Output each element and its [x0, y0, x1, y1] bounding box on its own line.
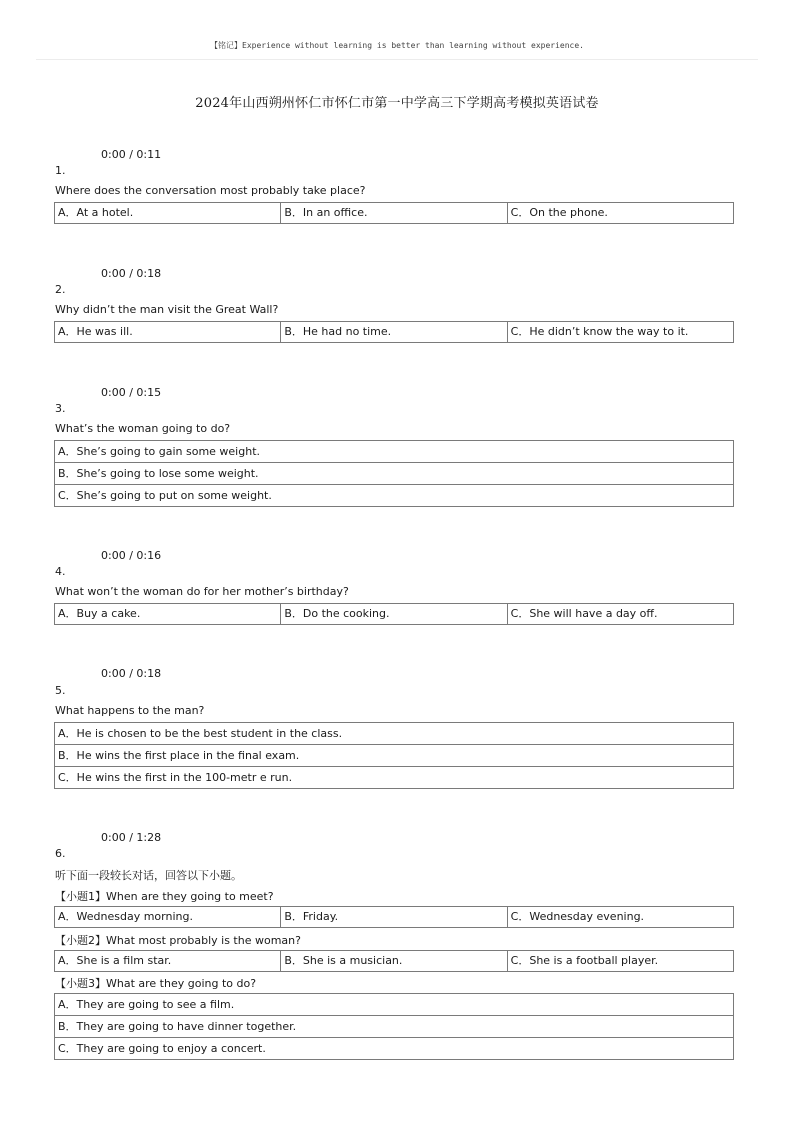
option-a[interactable]: A．He is chosen to be the best student in the class. — [58, 727, 343, 740]
question-number-3: 3. — [55, 402, 66, 415]
question-number-6: 6. — [55, 847, 66, 860]
question-text-3: What’s the woman going to do? — [55, 422, 231, 435]
option-c[interactable]: C．She is a football player. — [507, 951, 733, 971]
question-number-1: 1. — [55, 164, 66, 177]
options-q3 — [54, 440, 734, 507]
options-q2 — [54, 321, 734, 343]
option-b[interactable]: B．He had no time. — [280, 322, 506, 342]
question-text-4: What won’t the woman do for her mother’s birthday? — [55, 585, 349, 598]
option-c[interactable]: C．They are going to enjoy a concert. — [55, 1037, 733, 1059]
option-b[interactable]: B．He wins the first place in the final exam. — [55, 744, 733, 766]
audio-time-q6[interactable]: 0:00 / 1:28 — [101, 831, 162, 844]
option-b[interactable]: B．She’s going to lose some weight. — [55, 462, 733, 484]
option-c[interactable]: C．On the phone. — [507, 203, 733, 223]
options-q1 — [54, 202, 734, 224]
option-c[interactable]: C．Wednesday evening. — [507, 907, 733, 927]
question-number-5: 5. — [55, 684, 66, 697]
option-b[interactable]: B．She is a musician. — [280, 951, 506, 971]
question-text-2: Why didn’t the man visit the Great Wall? — [55, 303, 279, 316]
page-header-motto: 【铭记】Experience without learning is better than learning without experience. — [210, 41, 584, 50]
page-title: 2024年山西朔州怀仁市怀仁市第一中学高三下学期高考模拟英语试卷 — [195, 96, 599, 111]
audio-time-q2[interactable]: 0:00 / 0:18 — [101, 267, 162, 280]
sub-question-text-3: 【小题3】What are they going to do? — [55, 977, 257, 990]
audio-time-q4[interactable]: 0:00 / 0:16 — [101, 549, 162, 562]
audio-time-q3[interactable]: 0:00 / 0:15 — [101, 386, 162, 399]
option-c[interactable]: C．She’s going to put on some weight. — [55, 484, 733, 506]
option-a[interactable]: A．She’s going to gain some weight. — [58, 445, 261, 458]
option-c[interactable]: C．She will have a day off. — [507, 604, 733, 624]
option-a[interactable]: A．They are going to see a film. — [58, 998, 235, 1011]
option-b[interactable]: B．In an office. — [280, 203, 506, 223]
options-q5 — [54, 722, 734, 789]
question-number-4: 4. — [55, 565, 66, 578]
option-a[interactable]: A．He was ill. — [58, 325, 133, 338]
option-a[interactable]: A．She is a film star. — [58, 954, 172, 967]
option-a[interactable]: A．Wednesday morning. — [58, 910, 193, 923]
sub-question-text-1: 【小题1】When are they going to meet? — [55, 890, 274, 903]
option-b[interactable]: B．They are going to have dinner together. — [55, 1015, 733, 1037]
option-b[interactable]: B．Do the cooking. — [280, 604, 506, 624]
options-q6-sub1 — [54, 906, 734, 928]
options-q6-sub3 — [54, 993, 734, 1060]
option-c[interactable]: C．He didn’t know the way to it. — [507, 322, 733, 342]
question-text-1: Where does the conversation most probably take place? — [55, 184, 366, 197]
audio-time-q1[interactable]: 0:00 / 0:11 — [101, 148, 162, 161]
header-divider — [36, 59, 758, 60]
option-b[interactable]: B．Friday. — [280, 907, 506, 927]
options-q4 — [54, 603, 734, 625]
option-a[interactable]: A．At a hotel. — [58, 206, 134, 219]
question-number-2: 2. — [55, 283, 66, 296]
option-c[interactable]: C．He wins the first in the 100-metr e run. — [55, 766, 733, 788]
options-q6-sub2 — [54, 950, 734, 972]
audio-time-q5[interactable]: 0:00 / 0:18 — [101, 667, 162, 680]
sub-question-text-2: 【小题2】What most probably is the woman? — [55, 934, 301, 947]
question-intro-6: 听下面一段较长对话，回答以下小题。 — [55, 869, 242, 882]
option-a[interactable]: A．Buy a cake. — [58, 607, 141, 620]
question-text-5: What happens to the man? — [55, 704, 205, 717]
